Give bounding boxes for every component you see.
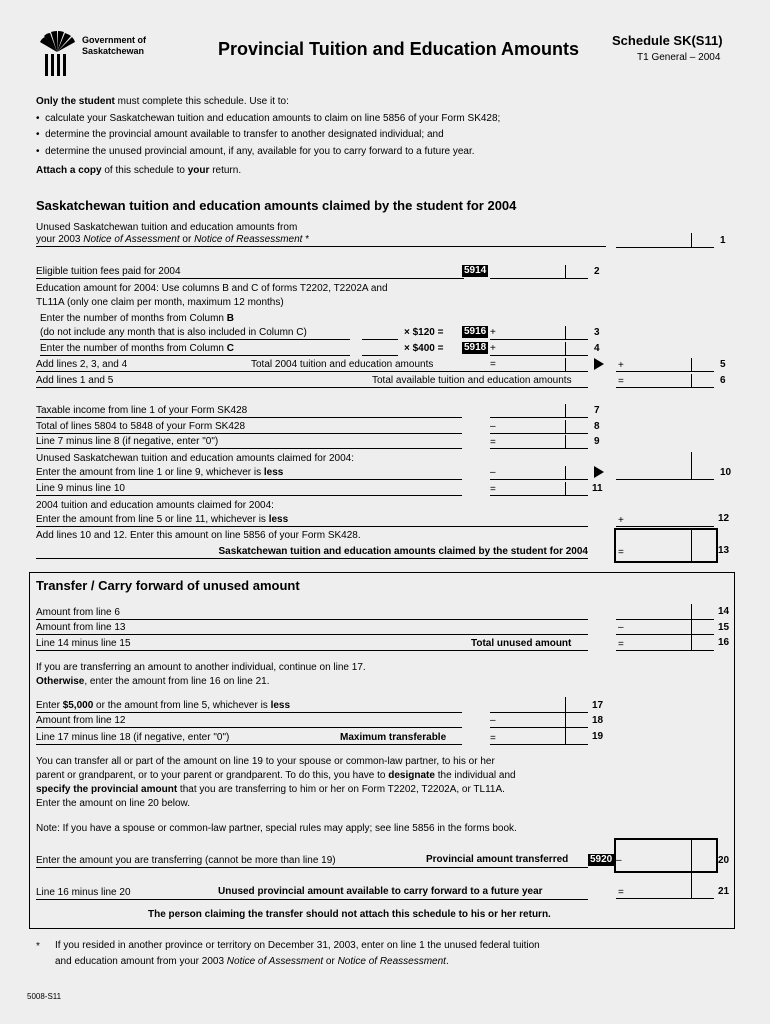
transfer-instruction-a: If you are transferring an amount to another individual, continue on line 17. [36, 662, 366, 673]
line7-input[interactable] [490, 404, 588, 418]
gov-line2: Saskatchewan [82, 46, 145, 56]
equals-op: = [618, 547, 624, 558]
plus-op: + [618, 360, 624, 371]
line-num-15: 15 [718, 622, 730, 633]
line-num-16: 16 [718, 637, 730, 648]
line-num-12: 12 [718, 513, 730, 524]
line-num-7: 7 [594, 405, 600, 416]
attach-warning: The person claiming the transfer should not attach this schedule to his or her return. [148, 909, 551, 920]
line16-total-label: Total unused amount [471, 638, 572, 649]
line11-label: Line 9 minus line 10 [36, 483, 462, 496]
section1-heading: Saskatchewan tuition and education amounts claimed by the student for 2004 [36, 198, 517, 213]
line13-label-b: Saskatchewan tuition and education amounts claimed by the student for 2004 [36, 546, 588, 559]
transfer-para-4: Enter the amount on line 20 below. [36, 798, 190, 809]
footnote-star: * [36, 941, 40, 952]
line15-label: Amount from line 13 [36, 622, 588, 635]
line-num-1: 1 [720, 235, 726, 246]
intro-bullet-1: • calculate your Saskatchewan tuition and education amounts to claim on line 5856 of your Form SK428; [36, 113, 501, 124]
line21-input[interactable] [616, 885, 714, 899]
cents-divider [691, 530, 692, 561]
line8-label: Total of lines 5804 to 5848 of your Form SK428 [36, 421, 462, 434]
schedule-subtitle: T1 General – 2004 [637, 52, 721, 63]
form-number: 5008-S11 [27, 992, 62, 1001]
line8-input[interactable] [490, 420, 588, 434]
intro-bullet-2: • determine the provincial amount available to transfer to another designated individual; and [36, 129, 444, 140]
line-num-18: 18 [592, 715, 604, 726]
equals-op: = [490, 484, 496, 495]
equals-op: = [618, 376, 624, 387]
line1-label-a: Unused Saskatchewan tuition and education amounts from [36, 222, 298, 233]
equals-op: = [490, 359, 496, 370]
equals-op: = [618, 639, 624, 650]
schedule-id: Schedule SK(S11) [612, 33, 723, 48]
line20-amount-label: Provincial amount transferred [426, 854, 569, 865]
line12-label-a: 2004 tuition and education amounts claimed for 2004: [36, 500, 274, 511]
line20-input[interactable] [614, 838, 718, 873]
line19-max-label: Maximum transferable [340, 732, 447, 743]
line18-label: Amount from line 12 [36, 715, 462, 728]
line7-label: Taxable income from line 1 of your Form SK428 [36, 405, 462, 418]
spouse-note: Note: If you have a spouse or common-law partner, special rules may apply; see line 5856 in the forms book. [36, 823, 517, 834]
line15-input[interactable] [616, 621, 714, 635]
attach-instruction: Attach a copy of this schedule to your return. [36, 165, 242, 176]
cents-divider [565, 358, 566, 372]
cents-divider [565, 420, 566, 434]
minus-op: – [490, 467, 496, 478]
line10-label-a: Unused Saskatchewan tuition and education amounts claimed for 2004: [36, 453, 354, 464]
line-num-19: 19 [592, 731, 604, 742]
colb-months-input[interactable] [362, 326, 398, 340]
gov-line1: Government of [82, 35, 147, 45]
equals-op: = [490, 437, 496, 448]
cents-divider [691, 358, 692, 372]
line2-input[interactable] [490, 265, 588, 279]
line-num-8: 8 [594, 421, 600, 432]
line10-label-b: Enter the amount from line 1 or line 9, whichever is less [36, 467, 462, 480]
line-num-20: 20 [718, 855, 730, 866]
minus-op: – [616, 855, 622, 866]
equals-op: = [490, 733, 496, 744]
line1-label-b: your 2003 Notice of Assessment or Notice of Reassessment * [36, 234, 606, 247]
line4-input[interactable] [490, 342, 588, 356]
code-5918: 5918 [464, 342, 487, 353]
line5-label: Add lines 2, 3, and 4 [36, 359, 588, 372]
line9-input[interactable] [490, 435, 588, 449]
line17-input[interactable] [490, 699, 588, 713]
plus-op: + [490, 343, 496, 354]
line6-input[interactable] [616, 374, 714, 388]
colc-label: Enter the number of months from Column C [40, 343, 350, 356]
rate-400: × $400 = [404, 343, 444, 354]
line10-calc-input[interactable] [490, 466, 588, 480]
colc-months-input[interactable] [362, 342, 398, 356]
cents-divider [691, 233, 692, 248]
cents-divider [691, 873, 692, 899]
line14-label: Amount from line 6 [36, 607, 588, 620]
line5-input[interactable] [616, 358, 714, 372]
line16-label: Line 14 minus line 15 [36, 638, 588, 651]
line21-label: Line 16 minus line 20 [36, 887, 588, 900]
colb-label-b: (do not include any month that is also included in Column C) [40, 327, 350, 340]
transfer-instruction-b: Otherwise, enter the amount from line 16 on line 21. [36, 676, 270, 687]
plus-op: + [490, 327, 496, 338]
line14-input[interactable] [616, 606, 714, 620]
transfer-para-1: You can transfer all or part of the amount on line 19 to your spouse or common-law partner, to his or her [36, 756, 495, 767]
minus-op: – [490, 715, 496, 726]
cents-divider [691, 374, 692, 388]
minus-op: – [490, 421, 496, 432]
line16-input[interactable] [616, 637, 714, 651]
line11-input[interactable] [490, 482, 588, 496]
cents-divider [565, 482, 566, 496]
cents-divider [565, 404, 566, 418]
intro-bullet-3: • determine the unused provincial amount, if any, available for you to carry forward to a future year. [36, 146, 475, 157]
line21-amount-label: Unused provincial amount available to carry forward to a future year [218, 886, 543, 897]
cents-divider [565, 466, 566, 480]
intro-line: Only the student must complete this schedule. Use it to: [36, 96, 289, 107]
line19-label: Line 17 minus line 18 (if negative, enter "0") [36, 732, 462, 745]
line13-input[interactable] [614, 528, 718, 563]
equals-op: = [618, 887, 624, 898]
line5-total-label: Total 2004 tuition and education amounts [251, 359, 434, 370]
line12-input[interactable] [616, 513, 714, 527]
line18-input[interactable] [490, 714, 588, 728]
page-title: Provincial Tuition and Education Amounts [218, 39, 580, 59]
cents-divider [565, 435, 566, 449]
line-num-17: 17 [592, 700, 604, 711]
line10-input[interactable] [616, 466, 714, 480]
line-num-11: 11 [592, 483, 603, 494]
line9-label: Line 7 minus line 8 (if negative, enter "0") [36, 436, 462, 449]
line3-input[interactable] [490, 326, 588, 340]
line20-label: Enter the amount you are transferring (cannot be more than line 19) [36, 855, 588, 868]
line6-label: Add lines 1 and 5 [36, 375, 588, 388]
line-num-10: 10 [720, 467, 732, 478]
line-num-13: 13 [718, 545, 730, 556]
section2-heading: Transfer / Carry forward of unused amount [36, 578, 300, 593]
cents-divider [565, 342, 566, 356]
cents-divider [565, 326, 566, 340]
plus-op: + [618, 515, 624, 526]
code-5920: 5920 [590, 854, 613, 865]
saskatchewan-logo [36, 30, 78, 78]
line19-input[interactable] [490, 731, 588, 745]
cents-divider [565, 265, 566, 279]
line17-label: Enter $5,000 or the amount from line 5, whichever is less [36, 700, 462, 713]
line13-label-a: Add lines 10 and 12. Enter this amount on line 5856 of your Form SK428. [36, 530, 361, 541]
cents-divider [691, 452, 692, 480]
code-5914: 5914 [464, 265, 487, 276]
colb-label-a: Enter the number of months from Column B [40, 313, 234, 324]
minus-op: – [618, 622, 624, 633]
rate-120: × $120 = [404, 327, 444, 338]
cents-divider [691, 840, 692, 871]
carry-right-arrow-icon [594, 358, 604, 370]
edu-label-b: TL11A (only one claim per month, maximum 12 months) [36, 297, 284, 308]
code-5916: 5916 [464, 326, 487, 337]
line-num-9: 9 [594, 436, 600, 447]
line-num-4: 4 [594, 343, 600, 354]
line-num-21: 21 [718, 886, 730, 897]
line-num-5: 5 [720, 359, 726, 370]
transfer-para-2: parent or grandparent, or to your parent or grandparent. To do this, you have to designate the individual and [36, 770, 516, 781]
carry-right-arrow-icon [594, 466, 604, 478]
footnote-line-1: If you resided in another province or territory on December 31, 2003, enter on line 1 the unused federal tuition [55, 940, 540, 951]
line-num-14: 14 [718, 606, 730, 617]
line-num-3: 3 [594, 327, 600, 338]
line-num-2: 2 [594, 266, 600, 277]
edu-label-a: Education amount for 2004: Use columns B and C of forms T2202, T2202A and [36, 283, 388, 294]
line2-label: Eligible tuition fees paid for 2004 [36, 266, 464, 279]
footnote-line-2: and education amount from your 2003 Notice of Assessment or Notice of Reassessment. [55, 956, 449, 967]
line-num-6: 6 [720, 375, 726, 386]
transfer-para-3: specify the provincial amount that you are transferring to him or her on Form T2202, T2202A, or TL11A. [36, 784, 505, 795]
line6-total-label: Total available tuition and education amounts [372, 375, 572, 386]
line1-input[interactable] [616, 233, 714, 248]
line12-label-b: Enter the amount from line 5 or line 11, whichever is less [36, 514, 588, 527]
